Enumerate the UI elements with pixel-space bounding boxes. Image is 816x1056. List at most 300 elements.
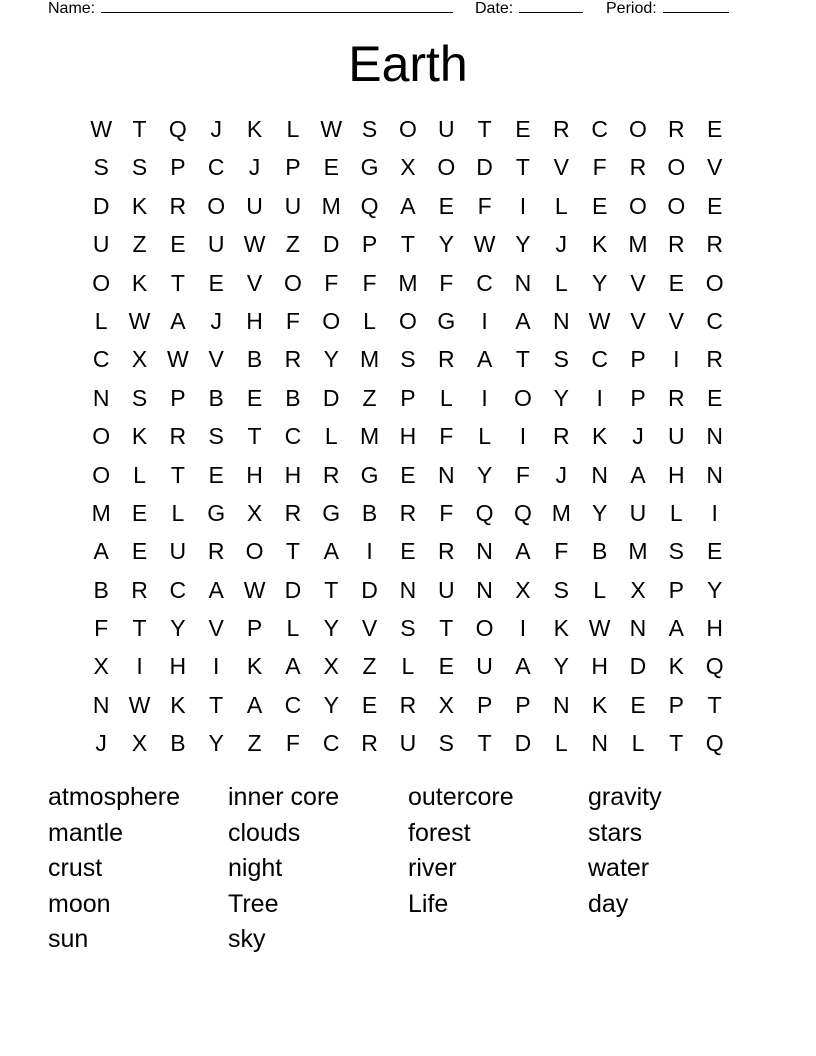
grid-letter[interactable]: H — [246, 461, 263, 488]
grid-letter[interactable]: W — [588, 307, 611, 334]
grid-letter[interactable]: G — [360, 461, 379, 488]
grid-letter[interactable]: E — [591, 192, 608, 219]
grid-letter[interactable]: T — [132, 615, 147, 642]
grid-letter[interactable]: E — [515, 116, 531, 142]
grid-letter[interactable]: F — [477, 192, 492, 219]
grid-letter[interactable]: N — [92, 691, 110, 718]
grid-letter[interactable]: X — [131, 730, 148, 757]
grid-letter[interactable]: Q — [168, 116, 187, 142]
grid-letter[interactable]: Y — [323, 691, 339, 718]
grid-letter[interactable]: B — [361, 499, 378, 526]
grid-letter[interactable]: P — [668, 691, 684, 718]
grid-letter[interactable]: N — [591, 730, 608, 757]
date-line[interactable] — [519, 0, 583, 13]
grid-letter[interactable]: O — [514, 384, 532, 411]
grid-letter[interactable]: T — [209, 691, 224, 718]
grid-letter[interactable]: E — [170, 231, 186, 258]
grid-letter[interactable]: L — [286, 116, 300, 142]
grid-letter[interactable]: V — [208, 346, 224, 373]
grid-letter[interactable]: J — [210, 307, 222, 334]
grid-letter[interactable]: N — [552, 691, 570, 718]
grid-letter[interactable]: P — [170, 384, 186, 411]
grid-letter[interactable]: E — [668, 269, 684, 296]
grid-letter[interactable]: V — [630, 307, 646, 334]
grid-letter[interactable]: X — [323, 653, 339, 680]
grid-letter[interactable]: T — [515, 154, 530, 181]
grid-letter[interactable]: F — [592, 154, 607, 181]
grid-letter[interactable]: L — [439, 384, 453, 411]
grid-letter[interactable]: E — [400, 461, 416, 488]
grid-letter[interactable]: H — [591, 653, 608, 680]
grid-letter[interactable]: T — [170, 461, 185, 488]
grid-letter[interactable]: V — [707, 154, 723, 181]
grid-letter[interactable]: L — [593, 576, 607, 603]
grid-letter[interactable]: U — [437, 116, 455, 142]
grid-letter[interactable]: F — [362, 269, 377, 296]
grid-row — [82, 187, 734, 225]
grid-letter[interactable]: Y — [515, 231, 531, 258]
grid-letter[interactable]: D — [514, 730, 532, 757]
grid-letter[interactable]: F — [439, 499, 454, 526]
grid-letter[interactable]: O — [437, 154, 456, 181]
grid-letter[interactable]: Y — [707, 576, 723, 603]
grid-letter[interactable]: J — [248, 154, 261, 181]
grid-letter[interactable]: O — [92, 269, 111, 296]
grid-letter[interactable]: P — [476, 691, 493, 718]
grid-letter[interactable]: R — [207, 538, 225, 565]
grid-letter[interactable]: J — [632, 423, 644, 450]
grid-letter[interactable]: E — [323, 154, 339, 181]
grid-letter[interactable]: A — [323, 538, 339, 565]
grid-letter[interactable]: T — [439, 615, 454, 642]
grid-letter[interactable]: N — [92, 384, 110, 411]
grid-letter[interactable]: I — [366, 538, 373, 565]
grid-letter[interactable]: A — [515, 538, 531, 565]
grid-letter[interactable]: J — [555, 231, 568, 258]
grid-letter[interactable]: Y — [323, 615, 339, 642]
grid-letter[interactable]: C — [706, 307, 723, 334]
grid-letter[interactable]: M — [91, 499, 111, 526]
grid-letter[interactable]: R — [131, 576, 148, 603]
grid-letter[interactable]: Y — [553, 384, 569, 411]
grid-letter[interactable]: A — [285, 653, 301, 680]
grid-letter[interactable]: V — [208, 615, 224, 642]
grid-letter[interactable]: B — [591, 538, 608, 565]
grid-letter[interactable]: L — [669, 499, 683, 526]
grid-letter[interactable]: R — [284, 499, 302, 526]
grid-letter[interactable]: L — [401, 653, 415, 680]
grid-letter[interactable]: O — [207, 192, 226, 219]
grid-letter[interactable]: C — [476, 269, 493, 296]
grid-letter[interactable]: A — [476, 346, 493, 373]
grid-letter[interactable]: V — [361, 615, 378, 642]
grid-letter[interactable]: A — [170, 307, 186, 334]
grid-letter[interactable]: N — [476, 576, 493, 603]
grid-letter[interactable]: J — [95, 730, 107, 757]
grid-letter[interactable]: U — [437, 576, 455, 603]
grid-letter[interactable]: I — [213, 653, 220, 680]
grid-letter[interactable]: P — [630, 346, 646, 373]
grid-letter[interactable]: K — [591, 423, 608, 450]
grid-letter[interactable]: P — [630, 384, 646, 411]
grid-letter[interactable]: O — [322, 307, 341, 334]
grid-letter[interactable]: H — [668, 461, 685, 488]
grid-letter[interactable]: U — [476, 653, 493, 680]
grid-letter[interactable]: X — [246, 499, 263, 526]
grid-letter[interactable]: P — [400, 384, 416, 411]
grid-letter[interactable]: O — [705, 269, 724, 296]
grid-letter[interactable]: G — [322, 499, 341, 526]
word-bank-item: clouds — [228, 818, 301, 847]
grid-letter[interactable]: B — [246, 346, 263, 373]
grid-letter[interactable]: Z — [362, 653, 377, 680]
grid-letter[interactable]: X — [400, 154, 416, 181]
grid-letter[interactable]: M — [359, 423, 380, 450]
grid-letter[interactable]: W — [243, 231, 266, 258]
grid-letter[interactable]: F — [324, 269, 339, 296]
grid-letter[interactable]: T — [247, 423, 262, 450]
grid-letter[interactable]: D — [361, 576, 378, 603]
grid-letter[interactable]: Q — [705, 730, 724, 757]
grid-letter[interactable]: M — [398, 269, 418, 296]
grid-letter[interactable]: Z — [247, 730, 262, 757]
grid-letter[interactable]: O — [398, 116, 417, 142]
grid-letter[interactable]: W — [128, 307, 151, 334]
grid-letter[interactable]: S — [553, 576, 569, 603]
grid-letter[interactable]: R — [552, 116, 570, 142]
grid-letter[interactable]: B — [93, 576, 109, 603]
grid-letter[interactable]: M — [359, 346, 380, 373]
grid-letter[interactable]: N — [552, 307, 570, 334]
grid-letter[interactable]: F — [285, 730, 300, 757]
grid-letter[interactable]: L — [631, 730, 645, 757]
grid-letter[interactable]: Q — [360, 192, 379, 219]
grid-letter[interactable]: E — [707, 192, 723, 219]
grid-letter[interactable]: U — [246, 192, 263, 219]
name-field — [48, 0, 453, 19]
grid-letter[interactable]: L — [363, 307, 376, 334]
grid-letter[interactable]: T — [515, 346, 530, 373]
grid-letter[interactable]: O — [475, 615, 494, 642]
grid-letter[interactable]: G — [360, 154, 379, 181]
grid-letter[interactable]: E — [208, 461, 224, 488]
grid-letter[interactable]: A — [515, 653, 531, 680]
grid-letter[interactable]: K — [553, 615, 569, 642]
grid-letter[interactable]: R — [437, 346, 455, 373]
grid-letter[interactable]: C — [284, 423, 302, 450]
grid-letter[interactable]: P — [285, 154, 301, 181]
grid-letter[interactable]: E — [707, 116, 723, 142]
grid-letter[interactable]: U — [169, 538, 187, 565]
grid-letter[interactable]: I — [519, 423, 527, 450]
grid-letter[interactable]: K — [246, 653, 263, 680]
grid-letter[interactable]: Y — [553, 653, 569, 680]
grid-letter[interactable]: A — [208, 576, 224, 603]
grid-letter[interactable]: X — [630, 576, 646, 603]
grid-letter[interactable]: E — [707, 538, 723, 565]
grid-letter[interactable]: W — [167, 346, 189, 373]
grid-letter[interactable]: R — [706, 231, 723, 258]
grid-letter[interactable]: C — [92, 346, 110, 373]
grid-letter[interactable]: T — [669, 730, 684, 757]
grid-letter[interactable]: Q — [705, 653, 724, 680]
grid-letter[interactable]: I — [519, 192, 527, 219]
grid-letter[interactable]: U — [92, 231, 110, 258]
grid-letter[interactable]: A — [400, 192, 416, 219]
grid-letter[interactable]: B — [170, 730, 186, 757]
grid-letter[interactable]: U — [629, 499, 647, 526]
grid-letter[interactable]: R — [399, 499, 417, 526]
grid-letter[interactable]: N — [476, 538, 493, 565]
grid-letter[interactable]: R — [668, 116, 685, 142]
grid-letter[interactable]: D — [92, 192, 110, 219]
grid-letter[interactable]: G — [437, 307, 456, 334]
grid-letter[interactable]: B — [285, 384, 301, 411]
grid-letter[interactable]: S — [131, 154, 148, 181]
grid-letter[interactable]: Y — [208, 730, 224, 757]
period-line[interactable] — [663, 0, 729, 13]
grid-letter[interactable]: T — [285, 538, 300, 565]
grid-letter[interactable]: O — [398, 307, 417, 334]
grid-letter[interactable]: S — [208, 423, 224, 450]
grid-letter[interactable]: C — [591, 116, 608, 142]
grid-letter[interactable]: H — [399, 423, 417, 450]
grid-letter[interactable]: E — [361, 691, 378, 718]
grid-letter[interactable]: C — [207, 154, 225, 181]
grid-letter[interactable]: E — [208, 269, 224, 296]
grid-letter[interactable]: V — [630, 269, 646, 296]
grid-letter[interactable]: V — [246, 269, 263, 296]
word-bank-item: sky — [228, 925, 266, 953]
grid-letter[interactable]: I — [136, 653, 143, 680]
grid-letter[interactable]: R — [629, 154, 647, 181]
grid-letter[interactable]: I — [711, 499, 718, 526]
grid-letter[interactable]: I — [519, 615, 527, 642]
grid-letter[interactable]: I — [673, 346, 680, 373]
grid-letter[interactable]: P — [515, 691, 531, 718]
grid-letter[interactable]: D — [322, 231, 340, 258]
grid-letter[interactable]: R — [668, 231, 685, 258]
grid-letter[interactable]: O — [92, 423, 111, 450]
grid-letter[interactable]: L — [171, 499, 185, 526]
grid-letter[interactable]: C — [169, 576, 187, 603]
grid-letter[interactable]: T — [170, 269, 185, 296]
grid-letter[interactable]: L — [554, 730, 568, 757]
grid-letter[interactable]: K — [246, 116, 263, 142]
grid-letter[interactable]: R — [706, 346, 723, 373]
grid-letter[interactable]: O — [92, 461, 111, 488]
grid-letter[interactable]: S — [131, 384, 148, 411]
grid-letter[interactable]: K — [668, 653, 684, 680]
grid-letter[interactable]: X — [515, 576, 531, 603]
grid-letter[interactable]: Q — [514, 499, 532, 526]
grid-letter[interactable]: E — [438, 653, 454, 680]
grid-letter[interactable]: S — [668, 538, 684, 565]
grid-letter[interactable]: F — [439, 269, 454, 296]
grid-letter[interactable]: T — [477, 116, 492, 142]
grid-letter[interactable]: U — [284, 192, 302, 219]
grid-letter[interactable]: E — [246, 384, 263, 411]
grid-letter[interactable]: C — [284, 691, 302, 718]
grid-letter[interactable]: A — [630, 461, 646, 488]
grid-letter[interactable]: T — [132, 116, 147, 142]
grid-letter[interactable]: J — [555, 461, 568, 488]
grid-letter[interactable]: L — [324, 423, 338, 450]
grid-letter[interactable]: M — [628, 231, 648, 258]
grid-letter[interactable]: E — [400, 538, 416, 565]
grid-letter[interactable]: X — [131, 346, 148, 373]
word-bank-item: Tree — [228, 889, 279, 918]
grid-letter[interactable]: D — [476, 154, 493, 181]
grid-letter[interactable]: A — [246, 691, 263, 718]
grid-letter[interactable]: H — [169, 653, 187, 680]
grid-letter[interactable]: W — [90, 116, 113, 142]
grid-letter[interactable]: K — [131, 192, 148, 219]
grid-letter[interactable]: F — [285, 307, 300, 334]
grid-letter[interactable]: L — [478, 423, 491, 450]
grid-letter[interactable]: H — [284, 461, 302, 488]
grid-letter[interactable]: T — [707, 691, 722, 718]
grid-letter[interactable]: Z — [132, 231, 147, 258]
grid-letter[interactable]: W — [243, 576, 266, 603]
grid-letter[interactable]: P — [246, 615, 263, 642]
grid-letter[interactable]: R — [169, 423, 187, 450]
grid-letter[interactable]: N — [706, 461, 723, 488]
grid-letter[interactable]: V — [553, 154, 569, 181]
grid-letter[interactable]: K — [170, 691, 186, 718]
grid-letter[interactable]: L — [133, 461, 146, 488]
grid-letter[interactable]: E — [707, 384, 723, 411]
grid-letter[interactable]: Y — [323, 346, 339, 373]
grid-letter[interactable]: W — [473, 231, 496, 258]
grid-letter[interactable]: E — [438, 192, 454, 219]
grid-letter[interactable]: R — [169, 192, 187, 219]
grid-letter[interactable]: R — [322, 461, 340, 488]
grid-letter[interactable]: O — [667, 192, 686, 219]
grid-letter[interactable]: W — [320, 116, 343, 142]
grid-letter[interactable]: Y — [591, 499, 608, 526]
grid-letter[interactable]: D — [284, 576, 302, 603]
grid-letter[interactable]: W — [128, 691, 151, 718]
grid-letter[interactable]: O — [667, 154, 686, 181]
grid-row — [82, 340, 734, 378]
grid-letter[interactable]: I — [481, 384, 488, 411]
grid-letter[interactable]: O — [629, 192, 647, 219]
grid-letter[interactable]: N — [437, 461, 455, 488]
grid-letter[interactable]: F — [94, 615, 109, 642]
grid-letter[interactable]: F — [439, 423, 454, 450]
grid-letter[interactable]: C — [591, 346, 608, 373]
grid-letter[interactable]: R — [437, 538, 455, 565]
grid-letter[interactable]: K — [591, 231, 608, 258]
grid-letter[interactable]: L — [554, 192, 568, 219]
grid-letter[interactable]: O — [629, 116, 647, 142]
grid-letter[interactable]: D — [322, 384, 340, 411]
grid-letter[interactable]: Y — [170, 615, 186, 642]
grid-letter[interactable]: S — [400, 346, 416, 373]
grid-letter[interactable]: U — [399, 730, 417, 757]
grid-letter[interactable]: G — [207, 499, 226, 526]
grid-letter[interactable]: S — [361, 116, 378, 142]
grid-letter[interactable]: M — [321, 192, 341, 219]
grid-letter[interactable]: N — [629, 615, 647, 642]
grid-letter[interactable]: X — [93, 653, 109, 680]
grid-letter[interactable]: Z — [285, 231, 300, 258]
grid-letter[interactable]: Y — [438, 231, 454, 258]
grid-letter[interactable]: S — [438, 730, 454, 757]
grid-row — [82, 571, 734, 609]
grid-letter[interactable]: L — [286, 615, 300, 642]
grid-letter[interactable]: Z — [362, 384, 377, 411]
grid-letter[interactable]: Y — [591, 269, 608, 296]
grid-letter[interactable]: P — [170, 154, 186, 181]
grid-letter[interactable]: C — [322, 730, 340, 757]
grid-letter[interactable]: H — [706, 615, 723, 642]
grid-letter[interactable]: M — [628, 538, 648, 565]
grid-letter[interactable]: D — [629, 653, 647, 680]
grid-letter[interactable]: N — [706, 423, 723, 450]
grid-letter[interactable]: L — [94, 307, 108, 334]
grid-letter[interactable]: I — [481, 307, 488, 334]
grid-letter[interactable]: S — [93, 154, 109, 181]
grid-letter[interactable]: F — [515, 461, 530, 488]
grid-letter[interactable]: R — [284, 346, 302, 373]
grid-letter[interactable]: K — [131, 423, 148, 450]
grid-letter[interactable]: V — [668, 307, 684, 334]
grid-letter[interactable]: X — [438, 691, 454, 718]
grid-letter[interactable]: E — [131, 538, 148, 565]
grid-letter[interactable]: U — [207, 231, 225, 258]
grid-letter[interactable]: P — [361, 231, 378, 258]
grid-letter[interactable]: L — [554, 269, 568, 296]
grid-letter[interactable]: A — [515, 307, 531, 334]
grid-letter[interactable]: N — [591, 461, 608, 488]
grid-letter[interactable]: K — [591, 691, 608, 718]
grid-letter[interactable]: R — [399, 691, 417, 718]
grid-letter[interactable]: H — [246, 307, 263, 334]
grid-letter[interactable]: I — [596, 384, 603, 411]
grid-letter[interactable]: J — [210, 116, 222, 142]
grid-letter[interactable]: S — [553, 346, 569, 373]
grid-letter[interactable]: N — [514, 269, 532, 296]
grid-letter[interactable]: E — [131, 499, 148, 526]
grid-letter[interactable]: A — [93, 538, 109, 565]
grid-letter[interactable]: Q — [475, 499, 494, 526]
grid-letter[interactable]: N — [399, 576, 417, 603]
grid-letter[interactable]: U — [668, 423, 685, 450]
grid-letter[interactable]: F — [554, 538, 569, 565]
name-line[interactable] — [101, 0, 453, 13]
grid-letter[interactable]: A — [668, 615, 684, 642]
grid-letter[interactable]: P — [668, 576, 684, 603]
grid-letter[interactable]: O — [283, 269, 302, 296]
grid-letter[interactable]: R — [668, 384, 685, 411]
grid-letter[interactable]: S — [400, 615, 416, 642]
grid-letter[interactable]: O — [245, 538, 264, 565]
grid-letter[interactable]: B — [208, 384, 224, 411]
grid-letter[interactable]: T — [400, 231, 415, 258]
grid-letter[interactable]: T — [477, 730, 492, 757]
grid-letter[interactable]: E — [630, 691, 646, 718]
grid-row — [82, 302, 734, 340]
grid-letter[interactable]: K — [131, 269, 148, 296]
grid-letter[interactable]: R — [361, 730, 378, 757]
grid-letter[interactable]: T — [324, 576, 339, 603]
grid-letter[interactable]: Y — [476, 461, 493, 488]
grid-letter[interactable]: M — [551, 499, 571, 526]
grid-letter[interactable]: R — [552, 423, 570, 450]
grid-letter[interactable]: W — [588, 615, 611, 642]
